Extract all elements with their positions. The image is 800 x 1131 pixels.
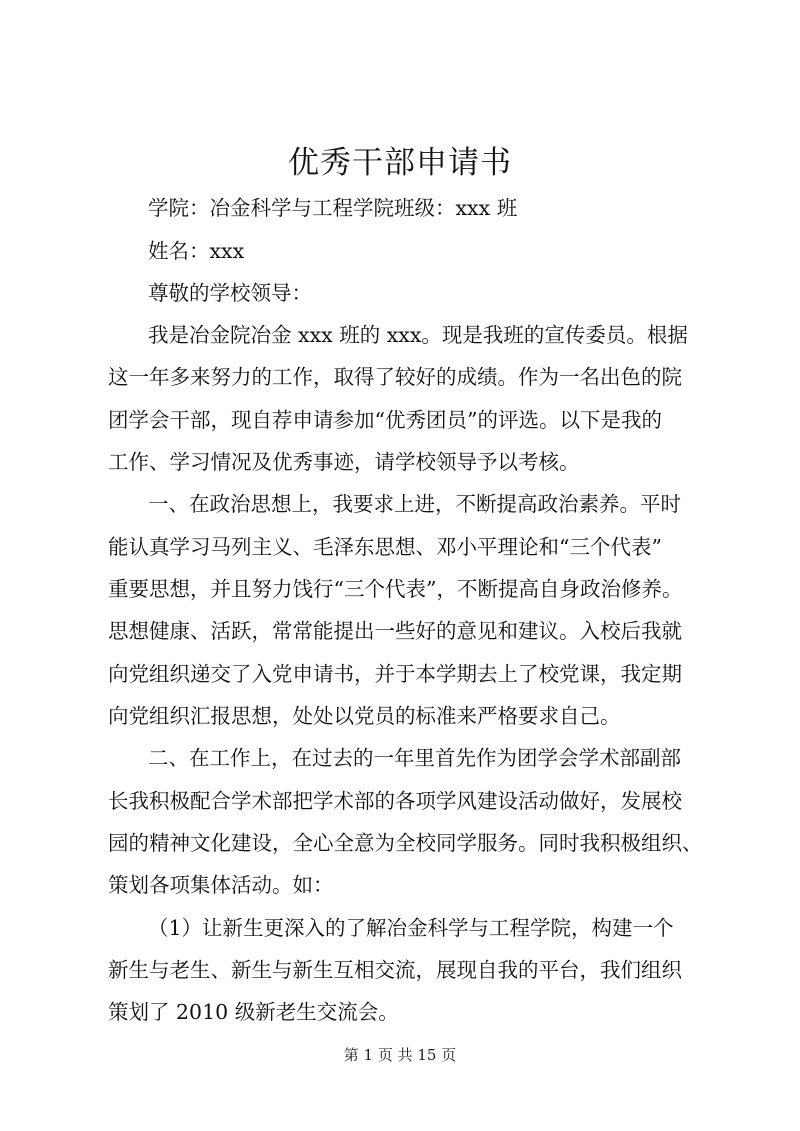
- paragraph-line: 长我积极配合学术部把学术部的各项学风建设活动做好，发展校: [108, 789, 682, 813]
- page-number: 第 1 页 共 15 页: [343, 1046, 457, 1064]
- paragraph-line: 二、在工作上，在过去的一年里首先作为团学会学术部副部: [148, 746, 681, 770]
- paragraph-line: 能认真学习马列主义、毛泽东思想、邓小平理论和“三个代表”: [108, 535, 662, 559]
- paragraph-line: 一、在政治思想上，我要求上进，不断提高政治素养。平时: [148, 492, 681, 516]
- paragraph-line: 园的精神文化建设，全心全意为全校同学服务。同时我积极组织、: [108, 831, 703, 855]
- paragraph-line: 工作、学习情况及优秀事迹，请学校领导予以考核。: [108, 450, 580, 474]
- paragraph-line: 新生与老生、新生与新生互相交流，展现自我的平台，我们组织: [108, 958, 682, 982]
- paragraph-line: 向党组织汇报思想，处处以党员的标准来严格要求自己。: [108, 704, 621, 728]
- paragraph-line: 这一年多来努力的工作，取得了较好的成绩。作为一名出色的院: [108, 365, 682, 389]
- paragraph-line: 我是冶金院冶金 xxx 班的 xxx。现是我班的宣传委员。根据: [148, 323, 688, 347]
- paragraph-line: 向党组织递交了入党申请书，并于本学期去上了校党课，我定期: [108, 662, 682, 686]
- paragraph-line: 策划了 2010 级新老生交流会。: [108, 1000, 399, 1024]
- document-title: 优秀干部申请书: [288, 145, 512, 181]
- paragraph-line: 策划各项集体活动。如：: [108, 873, 334, 897]
- name-line: 姓名：xxx: [148, 239, 245, 263]
- paragraph-line: （1）让新生更深入的了解冶金科学与工程学院，构建一个: [148, 916, 674, 940]
- paragraph-line: 重要思想，并且努力饯行“三个代表”，不断提高自身政治修养。: [108, 577, 683, 601]
- college-class-line: 学院：冶金科学与工程学院班级：xxx 班: [148, 196, 518, 220]
- paragraph-line: 思想健康、活跃，常常能提出一些好的意见和建议。入校后我就: [108, 619, 682, 643]
- paragraph-line: 团学会干部，现自荐申请参加“优秀团员”的评选。以下是我的: [108, 408, 662, 432]
- salutation-line: 尊敬的学校领导：: [148, 281, 312, 305]
